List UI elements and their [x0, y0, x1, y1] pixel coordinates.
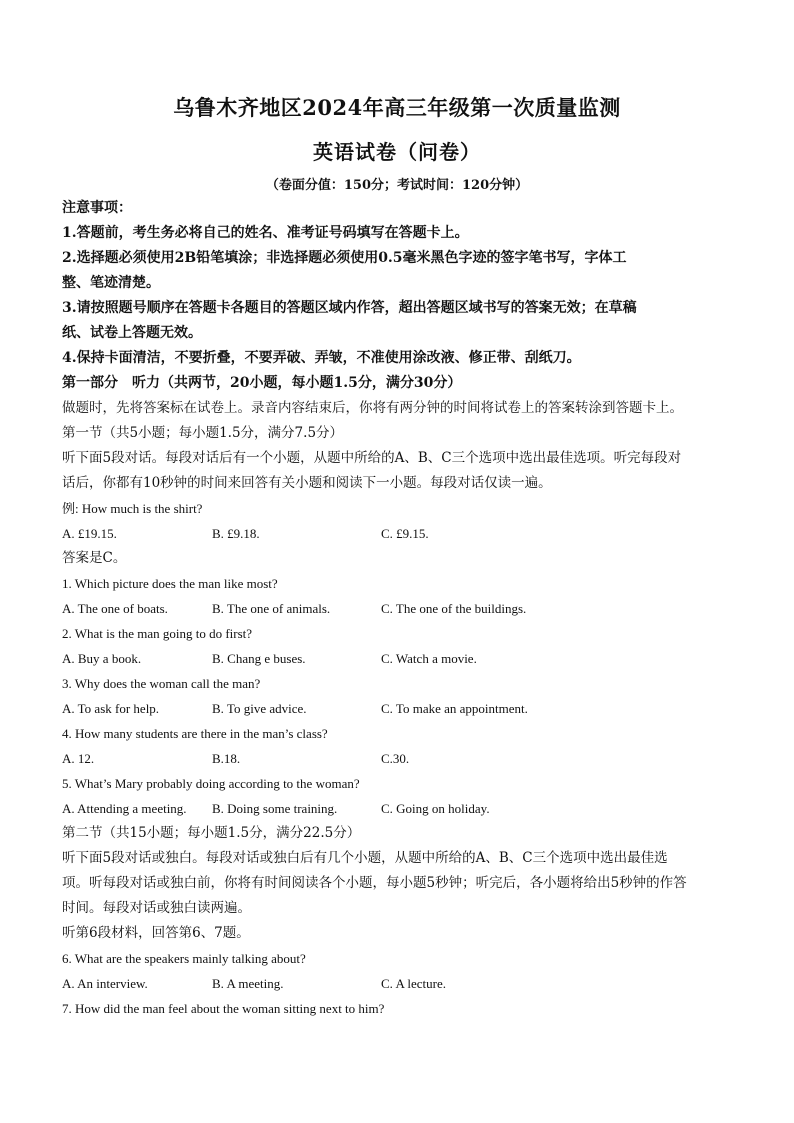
option-c: C. Going on holiday.: [381, 801, 490, 816]
option-a: A. The one of boats.: [62, 601, 168, 616]
exam-subtitle: 英语试卷（问卷）: [313, 140, 481, 164]
question-2: 2. What is the man going to do first?: [62, 626, 253, 641]
example-options: [62, 521, 724, 546]
notice-item: 4.保持卡面清洁，不要折叠，不要弄破、弄皱，不准使用涂改液、修正带、刮纸刀。: [62, 350, 581, 366]
question-1: 1. Which picture does the man like most?: [62, 576, 278, 591]
option-b: B. Chang e buses.: [212, 651, 306, 666]
notice-item: 纸、试卷上答题无效。: [62, 325, 202, 341]
notice-heading: 注意事项：: [62, 200, 132, 216]
question-4-options: [62, 746, 724, 771]
section1-heading: 第一节（共5小题；每小题1.5分，满分7.5分）: [62, 425, 344, 441]
notice-item: 3.请按照题号顺序在答题卡各题目的答题区域内作答，超出答题区域书写的答案无效；在草稿: [62, 300, 637, 316]
section2-instruction: 项。听每段对话或独白前，你将有时间阅读各个小题，每小题5秒钟；听完后，各小题将给出5秒钟的作答: [62, 875, 687, 891]
question-5: 5. What’s Mary probably doing according to the woman?: [62, 776, 360, 791]
notice-item: 整、笔迹清楚。: [62, 275, 160, 291]
notice-item: 2.选择题必须使用2B铅笔填涂；非选择题必须使用0.5毫米黑色字迹的签字笔书写，字体工: [62, 250, 627, 266]
option-c: C. £9.15.: [381, 526, 429, 541]
material-note: 听第6段材料，回答第6、7题。: [62, 925, 250, 941]
option-b: B. £9.18.: [212, 526, 260, 541]
question-7: 7. How did the man feel about the woman sitting next to him?: [62, 1001, 385, 1016]
option-c: C. The one of the buildings.: [381, 601, 527, 616]
question-6-options: [62, 971, 724, 996]
option-a: A. Buy a book.: [62, 651, 142, 666]
option-b: B. To give advice.: [212, 701, 307, 716]
section2-heading: 第二节（共15小题；每小题1.5分，满分22.5分）: [62, 825, 361, 841]
example-question: 例: How much is the shirt?: [62, 501, 203, 516]
question-4: 4. How many students are there in the man’s class?: [62, 726, 328, 741]
option-c: C. A lecture.: [381, 976, 446, 991]
option-c: C. Watch a movie.: [381, 651, 477, 666]
part1-heading: 第一部分 听力（共两节，20小题，每小题1.5分，满分30分）: [62, 375, 462, 391]
option-b: B. Doing some training.: [212, 801, 338, 816]
question-3: 3. Why does the woman call the man?: [62, 676, 261, 691]
question-2-options: [62, 646, 724, 671]
section1-instruction: 听下面5段对话。每段对话后有一个小题，从题中所给的A、B、C三个选项中选出最佳选项。听完每段对: [62, 450, 682, 466]
option-c: C.30.: [381, 751, 410, 766]
section2-instruction: 时间。每段对话或独白读两遍。: [62, 900, 251, 916]
option-b: B.18.: [212, 751, 241, 766]
option-a: A. 12.: [62, 751, 95, 766]
notice-item: 1.答题前，考生务必将自己的姓名、准考证号码填写在答题卡上。: [62, 225, 469, 241]
option-b: B. The one of animals.: [212, 601, 331, 616]
part1-intro: 做题时，先将答案标在试卷上。录音内容结束后，你将有两分钟的时间将试卷上的答案转涂到答题卡上。: [62, 400, 683, 416]
question-1-options: [62, 596, 724, 621]
section2-instruction: 听下面5段对话或独白。每段对话或独白后有几个小题，从题中所给的A、B、C三个选项中选出最佳选: [62, 850, 668, 866]
option-a: A. Attending a meeting.: [62, 801, 187, 816]
option-c: C. To make an appointment.: [381, 701, 528, 716]
exam-title: 乌鲁木齐地区2024年高三年级第一次质量监测: [173, 95, 621, 120]
option-b: B. A meeting.: [212, 976, 284, 991]
question-3-options: [62, 696, 724, 721]
option-a: A. £19.15.: [62, 526, 117, 541]
example-answer: 答案是C。: [62, 550, 127, 566]
option-a: A. To ask for help.: [62, 701, 160, 716]
exam-body: [62, 196, 724, 1021]
option-a: A. An interview.: [62, 976, 148, 991]
question-6: 6. What are the speakers mainly talking about?: [62, 951, 306, 966]
question-5-options: [62, 796, 724, 821]
section1-instruction: 话后，你都有10秒钟的时间来回答有关小题和阅读下一小题。每段对话仅读一遍。: [62, 475, 552, 491]
exam-info: （卷面分值：150分；考试时间：120分钟）: [265, 178, 529, 193]
